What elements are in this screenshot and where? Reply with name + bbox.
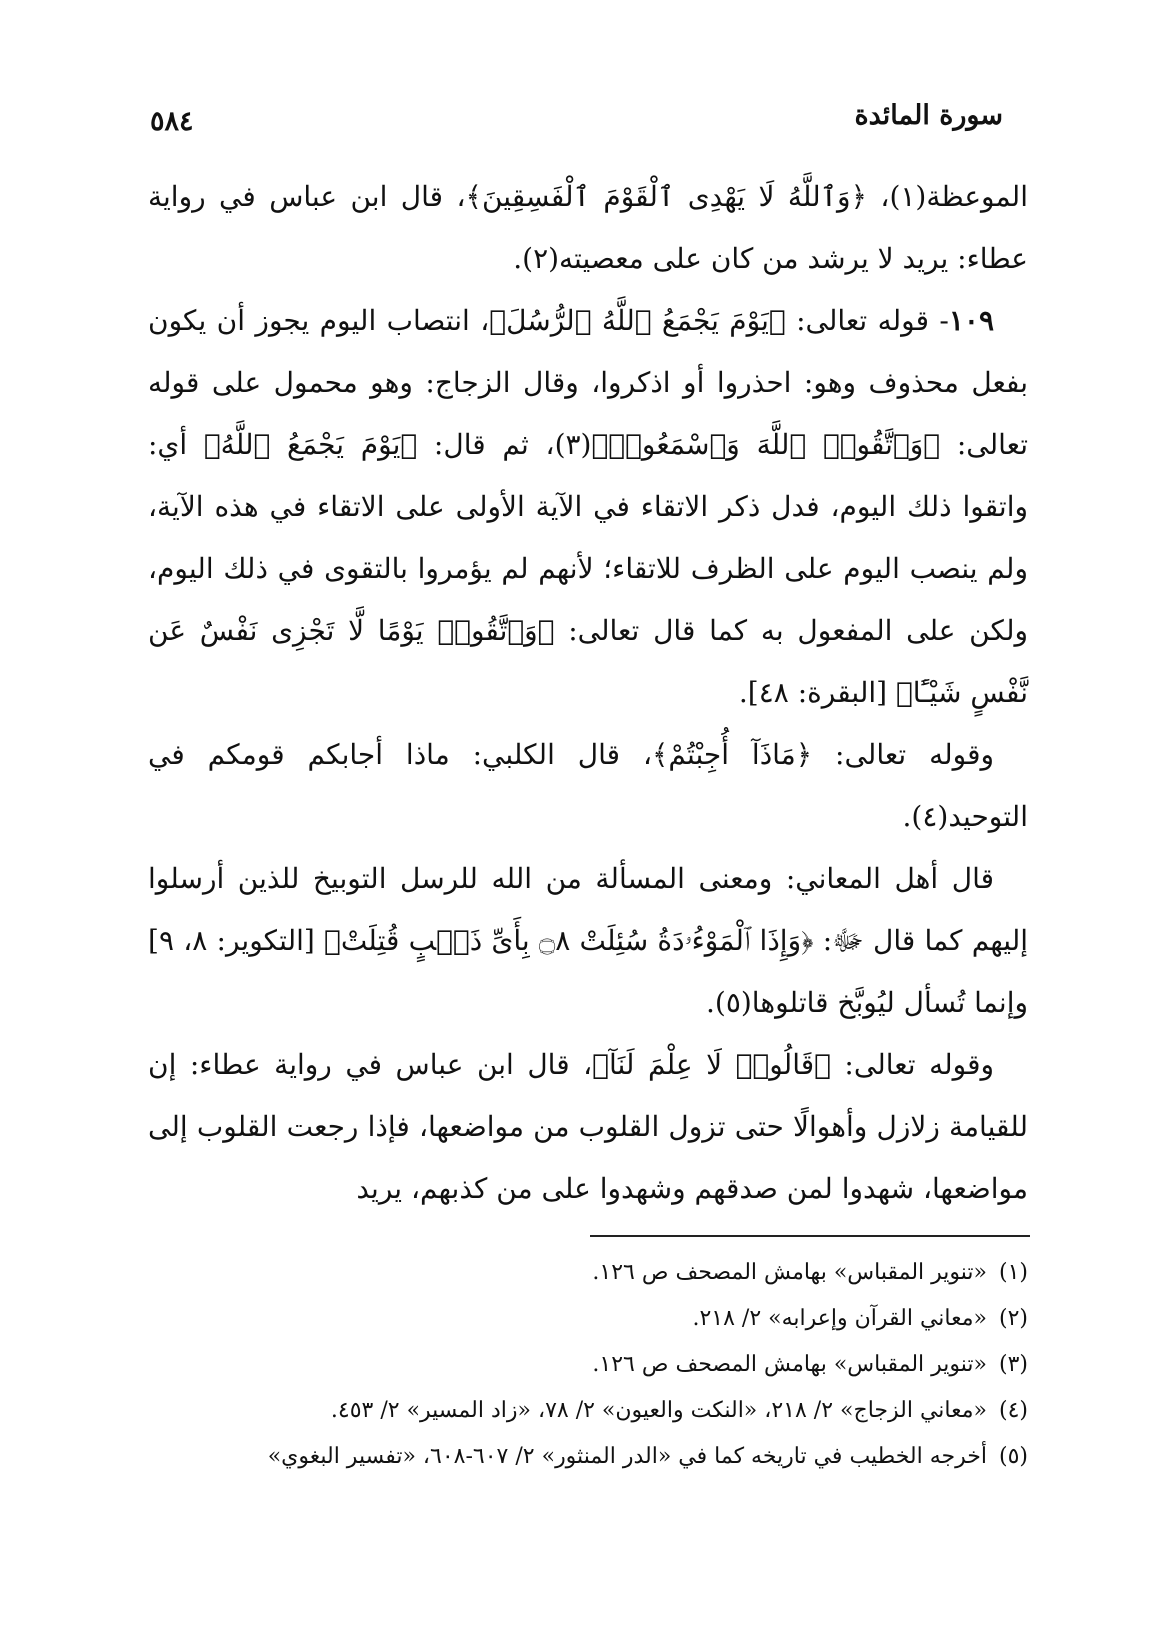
paragraph-text: قال أهل المعاني: ومعنى المسألة من الله للرسل التوبيخ للذين أرسلوا إليهم كما قال ﷻ: ﴿وَإِذَا ٱلْمَوْءُۥدَةُ سُئِلَتْ ۝٨ بِأَىِّ ذَنۢبٍ قُتِلَتْ﴾ [التكوير: ٨، ٩] وإنما تُسأل ليُوبَّخ قاتلوها(٥).: [148, 862, 1029, 1019]
paragraph-text: وقوله تعالى: ﴿قَالُوا۟ لَا عِلْمَ لَنَآ﴾، قال ابن عباس في رواية عطاء: إن للقيامة زلازل وأهوالًا حتى تزول القلوب من مواضعها، فإذا رجعت القلوب إلى مواضعها، شهدوا لمن صدقهم وشهدوا على من كذبهم، يريد: [148, 1048, 1028, 1205]
footnote-item: [148, 1342, 1028, 1388]
footnote-number: (٢): [998, 1306, 1028, 1331]
footnote-text: أخرجه الخطيب في تاريخه كما في «الدر المنثور» ٢/ ٦٠٧-٦٠٨، «تفسير البغوي»: [267, 1444, 987, 1469]
footnote-item: [148, 1250, 1028, 1296]
footnote-item: [148, 1388, 1028, 1434]
paragraph-4: [148, 848, 1028, 1034]
footnote-item: [148, 1434, 1028, 1480]
footnote-number: (١): [998, 1260, 1028, 1285]
paragraph-text: الموعظة(١)، ﴿وَٱللَّهُ لَا يَهْدِى ٱلْقَوْمَ ٱلْفَسِقِينَ﴾، قال ابن عباس في رواية عطاء: يريد لا يرشد من كان على معصيته(٢).: [148, 180, 1028, 275]
footnote-divider: [590, 1235, 1030, 1237]
paragraph-text: - قوله تعالى: ﴿يَوْمَ يَجْمَعُ ٱللَّهُ ٱلرُّسُلَ﴾، انتصاب اليوم يجوز أن يكون بفعل محذوف وهو: احذروا أو اذكروا، وقال الزجاج: وهو محمول على قوله تعالى: ﴿وَٱتَّقُوا۟ ٱللَّهَ وَٱسْمَعُوا۟﴾(٣)، ثم قال: ﴿يَوْمَ يَجْمَعُ ٱللَّهُ﴾ أي: واتقوا ذلك اليوم، فدل ذكر الاتقاء في الآية الأولى على الاتقاء في هذه الآية، ولم ينصب اليوم على الظرف للاتقاء؛ لأنهم لم يؤمروا بالتقوى في ذلك اليوم، ولكن على المفعول به كما قال تعالى: ﴿وَٱتَّقُوا۟ يَوْمًا لَّا تَجْزِى نَفْسٌ عَن نَّفْسٍ شَيْـًٔا﴾ [البقرة: ٤٨].: [148, 304, 1029, 709]
main-text: [148, 166, 1028, 1220]
paragraph-3: [148, 724, 1028, 848]
footnote-number: (٥): [998, 1444, 1028, 1469]
running-head: [150, 98, 1003, 148]
footnote-text: «تنوير المقباس» بهامش المصحف ص ١٢٦.: [592, 1260, 987, 1285]
paragraph-5: [148, 1034, 1028, 1220]
verse-number: ١٠٩: [948, 304, 994, 337]
footnote-number: (٣): [998, 1352, 1028, 1377]
footnote-text: «معاني الزجاج» ٢/ ٢١٨، «النكت والعيون» ٢/ ٧٨، «زاد المسير» ٢/ ٤٥٣.: [330, 1398, 987, 1423]
paragraph-1: [148, 166, 1028, 290]
footnote-text: «معاني القرآن وإعرابه» ٢/ ٢١٨.: [692, 1306, 987, 1331]
paragraph-verse-109: [148, 290, 1028, 724]
footnote-item: [148, 1296, 1028, 1342]
footnote-number: (٤): [998, 1398, 1028, 1423]
footnotes-list: [148, 1250, 1028, 1480]
surah-name-heading: سورة المائدة: [854, 100, 1003, 131]
page-number: ٥٨٤: [150, 106, 194, 137]
paragraph-text: وقوله تعالى: ﴿مَاذَآ أُجِبْتُمْ﴾، قال الكلبي: ماذا أجابكم قومكم في التوحيد(٤).: [148, 738, 1028, 833]
footnote-text: «تنوير المقباس» بهامش المصحف ص ١٢٦.: [592, 1352, 987, 1377]
